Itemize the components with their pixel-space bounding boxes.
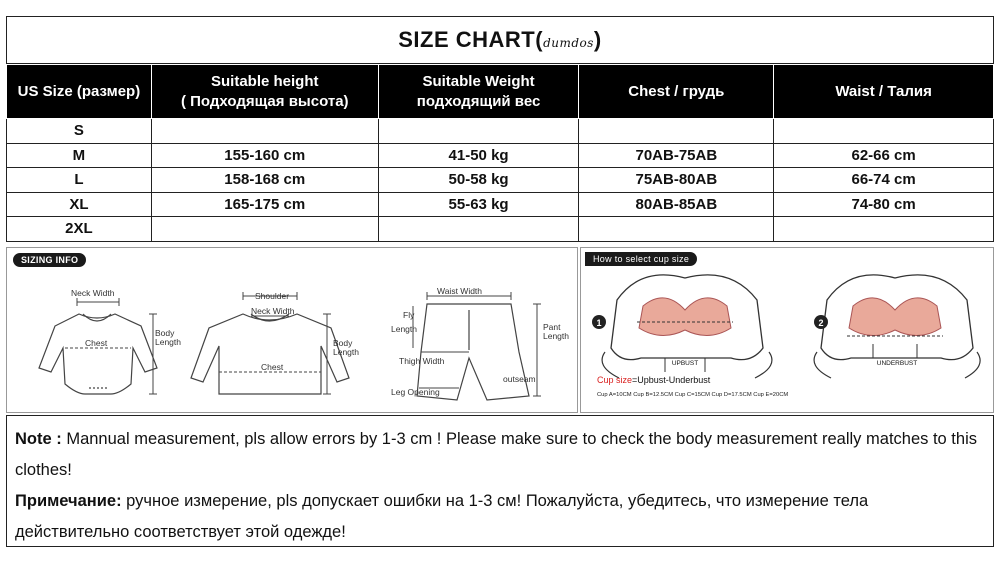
sizing-info-panel [6, 247, 578, 413]
cell-waist: 74-80 cm [774, 192, 994, 217]
cell-chest: 70AB-75AB [579, 143, 774, 168]
step-1-marker [592, 315, 606, 329]
cell-size: S [7, 119, 152, 144]
header-height: Suitable height ( Подходящая высота) [151, 65, 378, 119]
note-russian-text: ручное измерение, pls допускает ошибки на 1-3 см! Пожалуйста, убедитесь, что измерение тела действительно соответствует этой одежде! [15, 492, 869, 541]
sweater-shoulder-label: Shoulder [255, 291, 290, 301]
note-russian-label: Примечание: [15, 492, 122, 510]
note-english [15, 424, 985, 486]
bodysuit-neck-label: Neck Width [71, 288, 115, 298]
cell-weight: 50-58 kg [378, 168, 579, 193]
header-weight: Suitable Weight подходящий вес [378, 65, 579, 119]
cup-formula [597, 375, 711, 385]
bodysuit-arrows [65, 298, 157, 394]
header-waist: Waist / Талия [774, 65, 994, 119]
cup-formula-rest: =Upbust-Underbust [632, 375, 711, 385]
cell-chest [579, 119, 774, 144]
cell-weight [378, 217, 579, 242]
cell-waist: 66-74 cm [774, 168, 994, 193]
cell-waist [774, 119, 994, 144]
underbust-label: UNDERBUST [876, 360, 918, 367]
bodysuit-body-label-1: Body [155, 328, 175, 338]
cup-formula-label: Cup size [597, 375, 633, 385]
cell-chest [579, 217, 774, 242]
pants-fly-label-2: Length [391, 324, 417, 334]
cup-values: Cup A=10CM Cup B=12.5CM Cup C=15CM Cup D=17.5CM Cup E=20CM [597, 392, 789, 398]
step-1-number: 1 [596, 318, 602, 328]
header-size: US Size (размер) [7, 65, 152, 119]
table-row [7, 217, 994, 242]
header-chest: Chest / грудь [579, 65, 774, 119]
pants-waist-label: Waist Width [437, 286, 483, 296]
size-table [6, 64, 994, 242]
table-row [7, 119, 994, 144]
sweater-icon [191, 314, 349, 394]
sweater-neck-label: Neck Width [251, 306, 295, 316]
note-english-label: Note : [15, 430, 62, 448]
pants-thigh-label: Thigh Width [399, 356, 445, 366]
pants-leg-label: Leg Opening [391, 387, 440, 397]
table-row [7, 143, 994, 168]
sweater-body-label-2: Length [333, 347, 359, 357]
pants-outseam-label: outseam [503, 374, 536, 384]
title-close: ) [593, 27, 602, 52]
garment-diagrams [7, 248, 577, 412]
bodysuit-body-label-2: Length [155, 337, 181, 347]
cell-height [151, 119, 378, 144]
table-row [7, 168, 994, 193]
cell-size: 2XL [7, 217, 152, 242]
brand-name: dumdos [543, 36, 594, 50]
table-row [7, 192, 994, 217]
note-box [6, 415, 994, 547]
cup-size-panel [580, 247, 994, 413]
bodysuit-chest-label: Chest [85, 338, 108, 348]
cell-height: 158-168 cm [151, 168, 378, 193]
step-2-number: 2 [818, 318, 824, 328]
cell-height [151, 217, 378, 242]
cell-waist: 62-66 cm [774, 143, 994, 168]
cell-size: L [7, 168, 152, 193]
sweater-chest-label: Chest [261, 362, 284, 372]
page-title [398, 27, 602, 53]
cell-size: XL [7, 192, 152, 217]
cell-waist [774, 217, 994, 242]
note-russian [15, 486, 985, 548]
cell-height: 155-160 cm [151, 143, 378, 168]
cell-chest: 75AB-80AB [579, 168, 774, 193]
step-2-marker [814, 315, 828, 329]
pants-fly-label-1: Fly [403, 310, 415, 320]
title-text: SIZE CHART( [398, 27, 544, 52]
pants-length-label-1: Pant [543, 322, 561, 332]
note-english-text: Mannual measurement, pls allow errors by 1-3 cm ! Please make sure to check the body measurement really matches to this clothes! [15, 430, 977, 479]
bodysuit-icon [39, 314, 157, 394]
cup-size-label: How to select cup size [585, 252, 697, 266]
cell-height: 165-175 cm [151, 192, 378, 217]
cell-weight: 41-50 kg [378, 143, 579, 168]
cup-diagrams [581, 248, 993, 412]
cell-weight [378, 119, 579, 144]
cell-chest: 80AB-85AB [579, 192, 774, 217]
cell-size: M [7, 143, 152, 168]
cell-weight: 55-63 kg [378, 192, 579, 217]
title-box [6, 16, 994, 64]
sizing-info-label: SIZING INFO [13, 253, 86, 267]
table-header-row [7, 65, 994, 119]
pants-length-label-2: Length [543, 331, 569, 341]
sweater-body-label-1: Body [333, 338, 353, 348]
upbust-label: UPBUST [671, 360, 699, 367]
